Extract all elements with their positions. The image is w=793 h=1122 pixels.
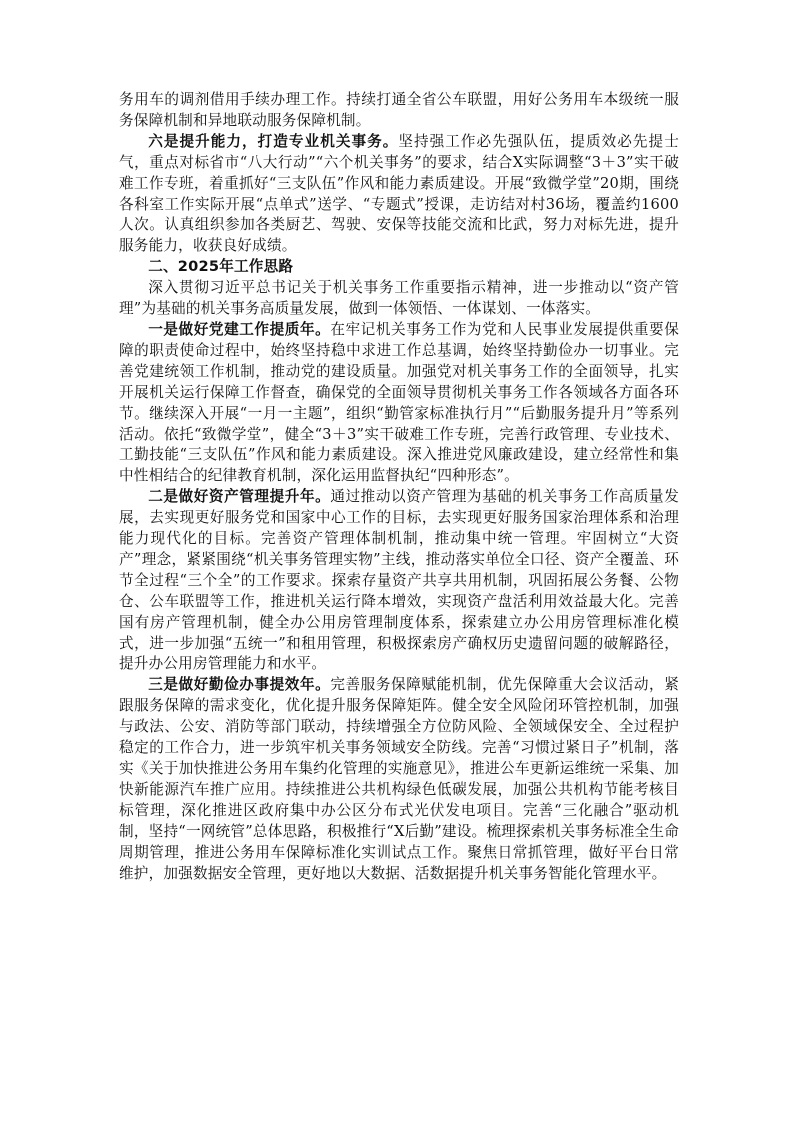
section-heading: 二、2025年工作思路 (148, 258, 294, 276)
paragraph-intro (119, 278, 679, 320)
paragraph-item-six (119, 132, 679, 257)
paragraph-item-three (119, 675, 679, 884)
paragraph-text: 在牢记机关事务工作为党和人民事业发展提供重要保障的职责使命过程中，始终坚持稳中求进工作总基调，始终坚持勤俭办一切事业。完善党建统领工作机制，推动党的建设质量。加强党对机关事务工作的全面领导，扎实开展机关运行保障工作督查，确保党的全面领导贯彻机关事务工作各领域各方面各环节。继续深入开展“一月一主题”，组织“勤管家标准执行月”“后勤服务提升月”等系列活动。依托“致微学堂”，健全“3＋3”实干破难工作专班，完善行政管理、专业技术、工勤技能“三支队伍”作风和能力素质建设。深入推进党风廉政建设，建立经常性和集中性相结合的纪律教育机制，深化运用监督执纪“四种形态”。 (119, 320, 679, 485)
paragraph-item-one (119, 320, 679, 487)
paragraph-lead: 三是做好勤俭办事提效年。 (148, 676, 331, 694)
paragraph-lead: 二是做好资产管理提升年。 (148, 488, 331, 506)
paragraph-text: 务用车的调剂借用手续办理工作。持续打通全省公车联盟，用好公务用车本级统一服务保障机制和异地联动服务保障机制。 (119, 91, 679, 129)
paragraph-lead: 一是做好党建工作提质年。 (148, 320, 331, 338)
paragraph-continued (119, 90, 679, 132)
paragraph-text: 坚持强工作必先强队伍，提质效必先提士气，重点对标省市“八大行动”“六个机关事务”的要求，结合X实际调整“3＋3”实干破难工作专班，着重抓好“三支队伍”作风和能力素质建设。开展“致微学堂”20期，围绕各科室工作实际开展“点单式”送学、“专题式”授课，走访结对村36场，覆盖约1600人次。认真组织参加各类厨艺、驾驶、安保等技能交流和比武，努力对标先进，提升服务能力，收获良好成绩。 (119, 132, 679, 255)
paragraph-text: 深入贯彻习近平总书记关于机关事务工作重要指示精神，进一步推动以“资产管理”为基础的机关事务高质量发展，做到一体领悟、一体谋划、一体落实。 (119, 279, 679, 318)
paragraph-text: 完善服务保障赋能机制，优先保障重大会议活动，紧跟服务保障的需求变化，优化提升服务保障矩阵。健全安全风险闭环管控机制，加强与政法、公安、消防等部门联动，持续增强全方位防风险、全领域保安全、全过程护稳定的工作合力，进一步筑牢机关事务领域安全防线。完善“习惯过紧日子”机制，落实《关于加快推进公务用车集约化管理的实施意见》，推进公车更新运维统一采集、加快新能源汽车推广应用。持续推进公共机构绿色低碳发展，加强公共机构节能考核目标管理，深化推进区政府集中办公区分布式光伏发电项目。完善“三化融合”驱动机制，坚持“一网统管”总体思路，积极推行“X后勤”建设。梳理探索机关事务标准全生命周期管理，推进公务用车保障标准化实训试点工作。聚焦日常抓管理，做好平台日常维护，加强数据安全管理，更好地以大数据、活数据提升机关事务智能化管理水平。 (119, 676, 679, 882)
paragraph-text: 通过推动以资产管理为基础的机关事务工作高质量发展，去实现更好服务党和国家中心工作的目标，去实现更好服务国家治理体系和治理能力现代化的目标。完善资产管理体制机制，推动集中统一管理。牢固树立“大资产”理念，紧紧围绕“机关事务管理实物”主线，推动落实单位全口径、资产全覆盖、环节全过程“三个全”的工作要求。探索存量资产共享共用机制，巩固拓展公务餐、公物仓、公车联盟等工作，推进机关运行降本增效，实现资产盘活利用效益最大化。完善国有房产管理机制，健全办公用房管理制度体系，探索建立办公用房管理标准化模式，进一步加强“五统一”和租用管理，积极探索房产确权历史遗留问题的破解路径，提升办公用房管理能力和水平。 (119, 488, 679, 673)
paragraph-lead: 六是提升能力，打造专业机关事务。 (148, 132, 399, 150)
paragraph-item-two (119, 487, 679, 675)
document-body (119, 90, 679, 884)
